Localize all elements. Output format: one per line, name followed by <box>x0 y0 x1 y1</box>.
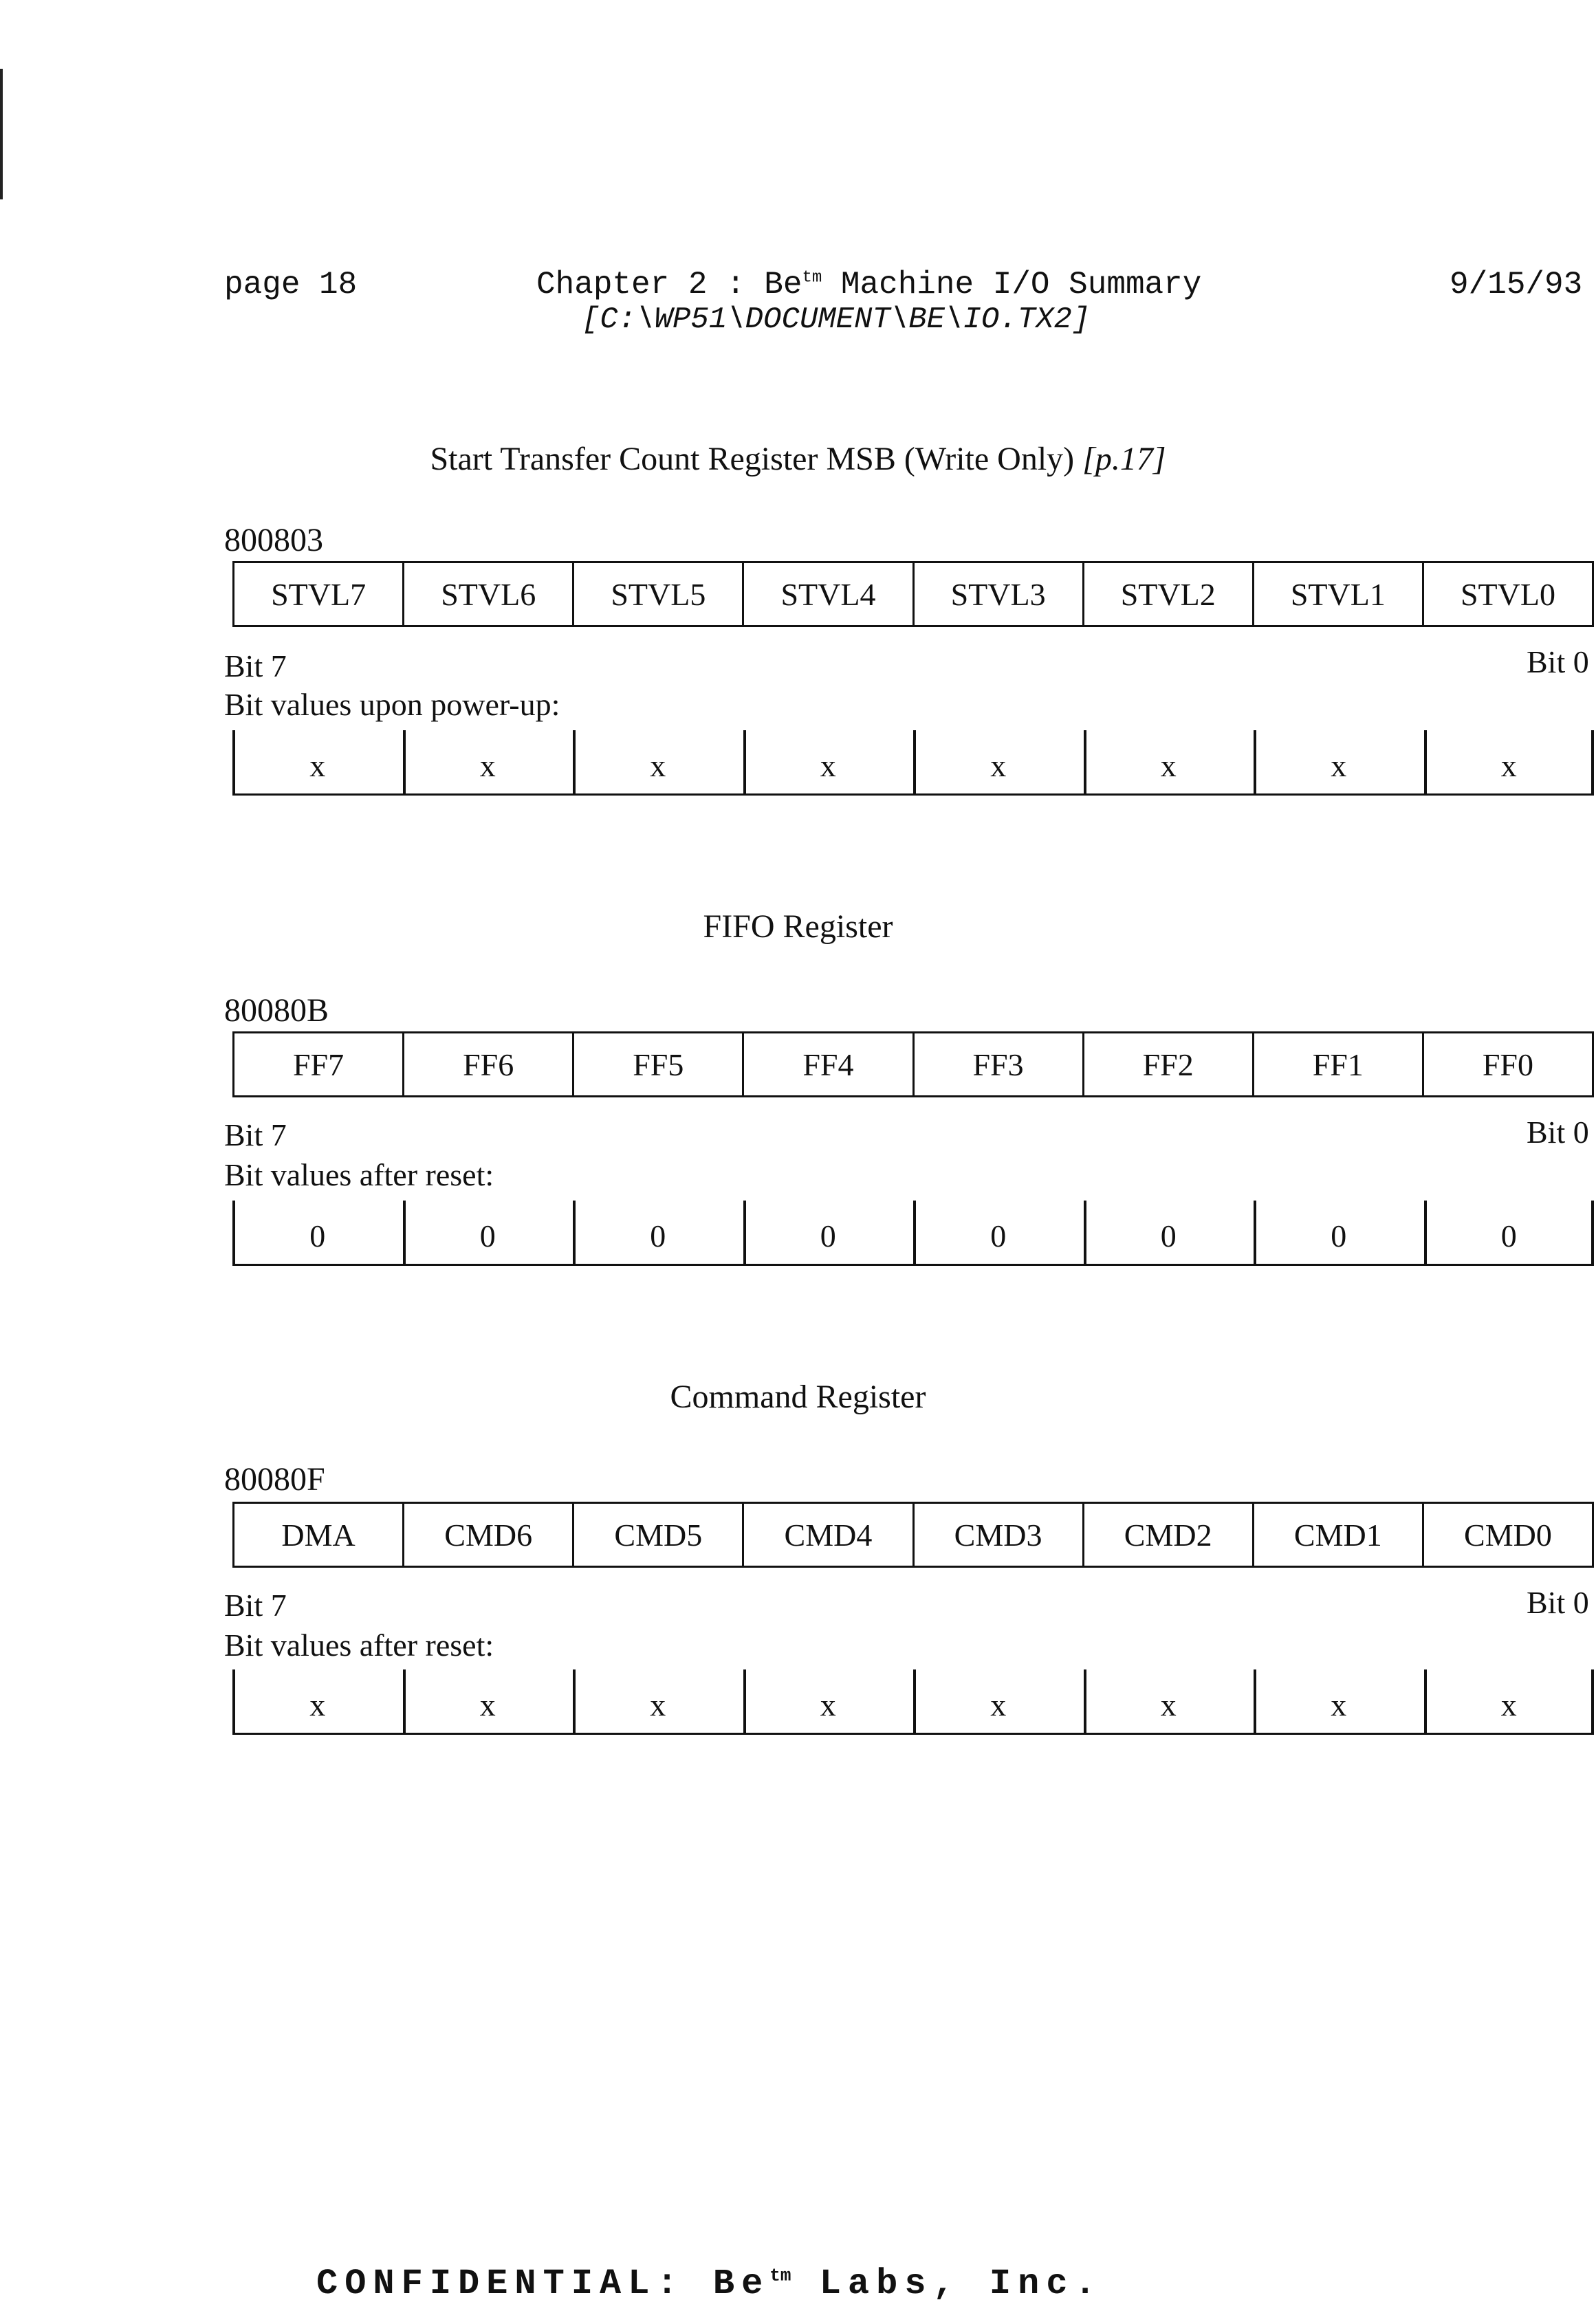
bit-values-row <box>232 730 1594 796</box>
bit-values-row <box>232 1201 1594 1266</box>
bit-low-label: Bit 0 <box>1527 644 1589 679</box>
bit-value-cell: x <box>479 748 496 783</box>
bit-row <box>234 562 1593 626</box>
register-title-text: Command Register <box>670 1379 926 1415</box>
bit-low-label: Bit 0 <box>1527 1585 1589 1620</box>
bit-value-cell: x <box>990 1687 1007 1722</box>
scan-edge-rule <box>0 69 3 199</box>
bit-cell: STVL2 <box>1083 562 1253 626</box>
bit-low-label: Bit 0 <box>1527 1115 1589 1150</box>
confidential-footer <box>316 2264 1103 2304</box>
bit-high-label: Bit 7 <box>224 648 287 683</box>
bit-value-cell: 0 <box>820 1218 836 1253</box>
bit-value-cell: x <box>1160 1687 1177 1722</box>
bit-cell: CMD6 <box>404 1503 573 1567</box>
bit-high-label: Bit 7 <box>224 1117 287 1152</box>
register-bit-table <box>232 1502 1594 1568</box>
bit-value-cell: x <box>650 748 666 783</box>
bit-values-label: Bit values after reset: <box>224 1157 494 1192</box>
page-number: page 18 <box>224 267 358 303</box>
bit-value-cell: 0 <box>309 1218 326 1253</box>
bit-cell: FF0 <box>1423 1033 1593 1097</box>
bit-cell: CMD0 <box>1423 1503 1593 1567</box>
bit-value-cell: 0 <box>1331 1218 1347 1253</box>
register-address: 80080B <box>224 992 329 1029</box>
bit-value-cell: x <box>309 1687 326 1722</box>
document-path: [C:\WP51\DOCUMENT\BE\IO.TX2] <box>582 303 1091 337</box>
bit-row <box>234 1033 1593 1097</box>
bit-value-cell: x <box>1331 1687 1347 1722</box>
bit-value-cell: x <box>1500 748 1517 783</box>
register-address: 800803 <box>224 522 323 558</box>
bit-cell: FF6 <box>404 1033 573 1097</box>
bit-high-label: Bit 7 <box>224 1588 287 1623</box>
bit-value-cell: x <box>1331 748 1347 783</box>
bit-values-row <box>232 1669 1594 1735</box>
bit-cell: CMD3 <box>913 1503 1083 1567</box>
bit-cell: CMD1 <box>1253 1503 1423 1567</box>
bit-cell: FF1 <box>1253 1033 1423 1097</box>
bit-value-cell: 0 <box>1160 1218 1177 1253</box>
register-title <box>0 908 1596 945</box>
bit-cell: CMD5 <box>573 1503 743 1567</box>
bit-cell: CMD2 <box>1083 1503 1253 1567</box>
bit-cell: STVL7 <box>234 562 404 626</box>
bit-values-label: Bit values after reset: <box>224 1628 494 1663</box>
bit-cell: FF3 <box>913 1033 1083 1097</box>
bit-cell: FF5 <box>573 1033 743 1097</box>
bit-value-cell: x <box>309 748 326 783</box>
bit-value-cell: x <box>1500 1687 1517 1722</box>
bit-value-cell: x <box>1160 748 1177 783</box>
register-bit-table <box>232 561 1594 627</box>
bit-value-cell: 0 <box>1500 1218 1517 1253</box>
bit-cell: FF2 <box>1083 1033 1253 1097</box>
footer-prefix: CONFIDENTIAL: Be <box>316 2264 770 2304</box>
bit-cell: CMD4 <box>743 1503 913 1567</box>
bit-cell: STVL3 <box>913 562 1083 626</box>
bit-cell: STVL6 <box>404 562 573 626</box>
bit-value-cell: x <box>990 748 1007 783</box>
register-title <box>0 440 1596 478</box>
bit-cell: STVL1 <box>1253 562 1423 626</box>
register-bit-table <box>232 1031 1594 1097</box>
bit-value-cell: x <box>650 1687 666 1722</box>
bit-cell: STVL0 <box>1423 562 1593 626</box>
register-title <box>0 1378 1596 1416</box>
bit-cell: DMA <box>234 1503 404 1567</box>
bit-value-cell: 0 <box>990 1218 1007 1253</box>
register-address: 80080F <box>224 1461 325 1498</box>
trademark-mark: tm <box>802 268 822 287</box>
chapter-title-suffix: Machine I/O Summary <box>822 267 1202 303</box>
bit-value-cell: 0 <box>479 1218 496 1253</box>
register-title-text: FIFO Register <box>703 908 893 945</box>
bit-cell: STVL5 <box>573 562 743 626</box>
page-date: 9/15/93 <box>1450 267 1583 303</box>
bit-row <box>234 1503 1593 1567</box>
bit-value-cell: x <box>479 1687 496 1722</box>
footer-trademark: tm <box>769 2265 791 2286</box>
bit-cell: STVL4 <box>743 562 913 626</box>
bit-value-cell: 0 <box>650 1218 666 1253</box>
bit-value-cell: x <box>820 1687 836 1722</box>
bit-value-cell: x <box>820 748 836 783</box>
bit-cell: FF4 <box>743 1033 913 1097</box>
register-title-ref: [p.17] <box>1082 441 1166 477</box>
chapter-title <box>536 267 1201 303</box>
bit-cell: FF7 <box>234 1033 404 1097</box>
bit-values-label: Bit values upon power-up: <box>224 687 560 722</box>
register-title-text: Start Transfer Count Register MSB (Write Only) <box>430 441 1083 477</box>
footer-suffix: Labs, Inc. <box>791 2264 1103 2304</box>
chapter-title-prefix: Chapter 2 : Be <box>536 267 802 303</box>
